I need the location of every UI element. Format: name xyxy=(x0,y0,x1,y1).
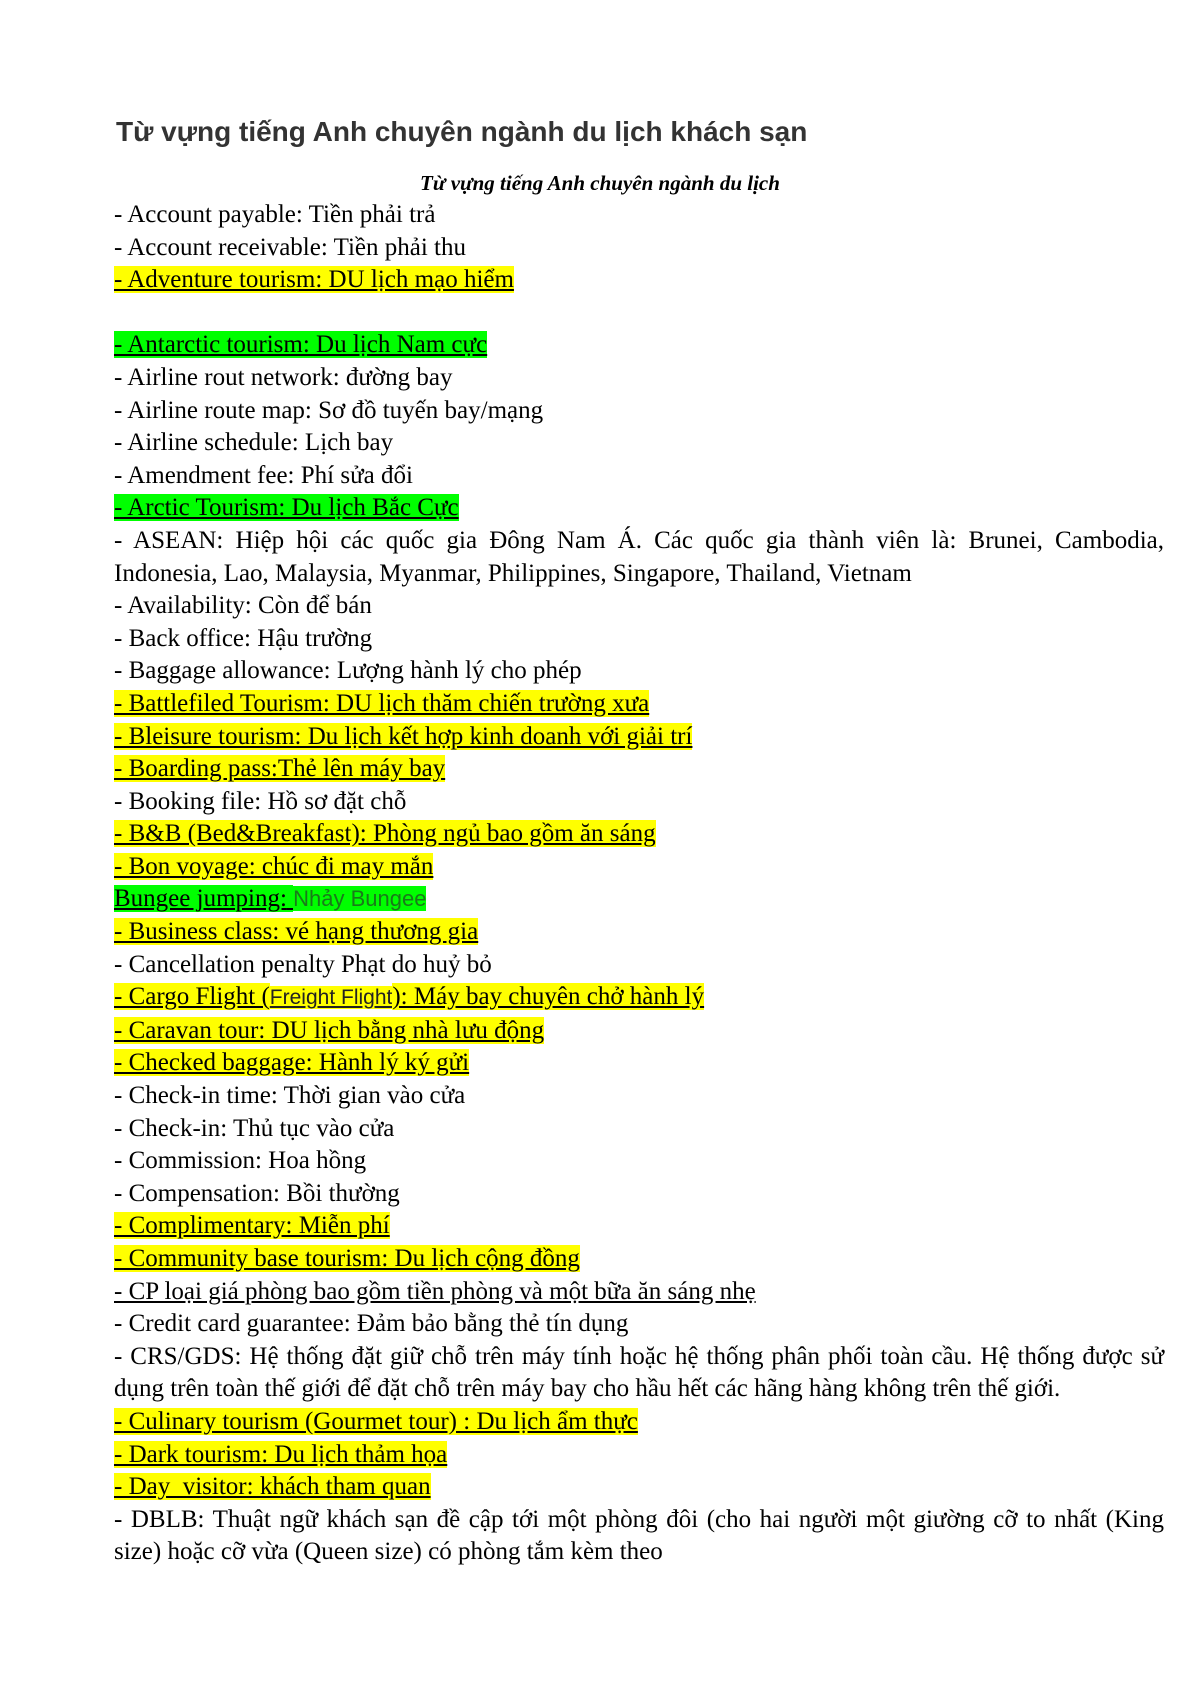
list-item: - Boarding pass:Thẻ lên máy bay xyxy=(114,755,446,783)
list-item: - DBLB: Thuật ngữ khách sạn đề cập tới một phòng đôi (cho hai người một giường cỡ to nhất (King size) hoặc cỡ vừa (Queen size) có phòng tắm kèm theo xyxy=(114,1505,1164,1566)
list-item: - Airline route map: Sơ đồ tuyến bay/mạng xyxy=(114,396,544,424)
list-item: - Business class: vé hạng thương gia xyxy=(114,918,479,946)
list-item: - Adventure tourism: DU lịch mạo hiểm xyxy=(114,266,514,294)
document-heading: Từ vựng tiếng Anh chuyên ngành du lịch khách sạn xyxy=(116,116,808,147)
list-item: - Cargo Flight (Freight Flight): Máy bay chuyên chở hành lý xyxy=(114,983,705,1011)
list-item: - Cancellation penalty Phạt do huỷ bỏ xyxy=(114,950,492,978)
list-item: - Amendment fee: Phí sửa đổi xyxy=(114,461,413,489)
blank-line xyxy=(114,297,1164,330)
list-item: - Battlefiled Tourism: DU lịch thăm chiến trường xưa xyxy=(114,689,650,717)
list-item: - CP loại giá phòng bao gồm tiền phòng và một bữa ăn sáng nhẹ xyxy=(114,1277,756,1305)
list-item: - Day_visitor: khách tham quan xyxy=(114,1473,431,1501)
list-item: - Antarctic tourism: Du lịch Nam cực xyxy=(114,331,488,359)
list-item: - ASEAN: Hiệp hội các quốc gia Đông Nam Á. Các quốc gia thành viên là: Brunei, Cambodia, Indonesia, Lao, Malaysia, Myanmar, Philippines, Singapore, Thailand, Vietnam xyxy=(114,526,1164,587)
list-item: - Dark tourism: Du lịch thảm họa xyxy=(114,1440,448,1468)
list-item: - Bleisure tourism: Du lịch kết hợp kinh doanh với giải trí xyxy=(114,722,693,750)
list-item: - Check-in: Thủ tục vào cửa xyxy=(114,1114,395,1142)
vocabulary-list xyxy=(114,199,1164,1569)
list-item: - CRS/GDS: Hệ thống đặt giữ chỗ trên máy tính hoặc hệ thống phân phối toàn cầu. Hệ thống được sử dụng trên toàn thế giới để đặt chỗ trên máy bay cho hầu hết các hãng hàng không trên thế giới. xyxy=(114,1342,1164,1403)
list-item: - Checked baggage: Hành lý ký gửi xyxy=(114,1049,470,1077)
list-item: - Check-in time: Thời gian vào cửa xyxy=(114,1082,466,1110)
list-item: - Booking file: Hồ sơ đặt chỗ xyxy=(114,787,407,815)
list-item: - Commission: Hoa hồng xyxy=(114,1147,367,1175)
list-item: - Complimentary: Miễn phí xyxy=(114,1212,390,1240)
list-item: - Account receivable: Tiền phải thu xyxy=(114,233,467,261)
list-item: - B&B (Bed&Breakfast): Phòng ngủ bao gồm ăn sáng xyxy=(114,820,656,848)
list-item: - Airline schedule: Lịch bay xyxy=(114,429,394,457)
list-item: - Back office: Hậu trường xyxy=(114,624,373,652)
list-item: - Culinary tourism (Gourmet tour) : Du lịch ẩm thực xyxy=(114,1407,638,1435)
list-item: - Caravan tour: DU lịch bằng nhà lưu động xyxy=(114,1016,545,1044)
list-item: - Community base tourism: Du lịch cộng đồng xyxy=(114,1245,580,1272)
list-item: - Baggage allowance: Lượng hành lý cho phép xyxy=(114,657,582,685)
list-item: - Account payable: Tiền phải trả xyxy=(114,201,436,228)
list-item: Bungee jumping: Nhảy Bungee xyxy=(114,885,427,913)
list-item: - Availability: Còn để bán xyxy=(114,592,372,620)
list-item: - Credit card guarantee: Đảm bảo bằng thẻ tín dụng xyxy=(114,1310,629,1338)
list-item: - Arctic Tourism: Du lịch Bắc Cực xyxy=(114,494,459,522)
list-item: - Bon voyage: chúc đi may mắn xyxy=(114,852,434,880)
list-item: - Airline rout network: đường bay xyxy=(114,363,453,391)
document-subtitle: Từ vựng tiếng Anh chuyên ngành du lịch xyxy=(420,171,780,195)
list-item: - Compensation: Bồi thường xyxy=(114,1179,400,1207)
